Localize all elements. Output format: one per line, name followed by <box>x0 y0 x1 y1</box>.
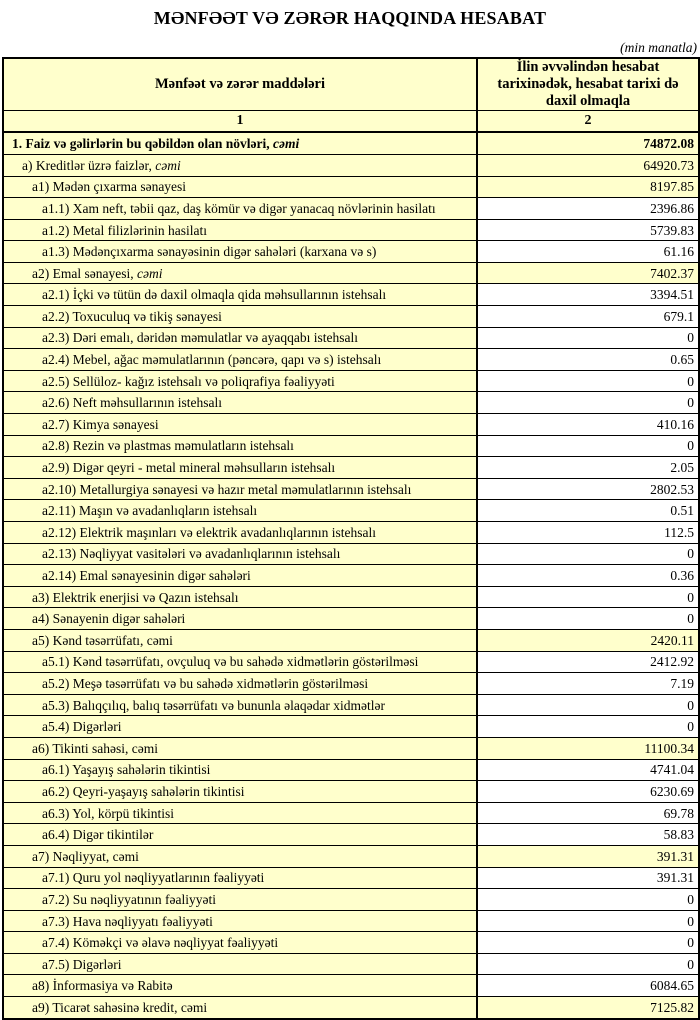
row-value: 0 <box>477 889 699 911</box>
table-row <box>3 500 699 522</box>
table-row <box>3 522 699 544</box>
row-label <box>3 953 477 975</box>
row-value: 0.36 <box>477 565 699 587</box>
table-row <box>3 241 699 263</box>
row-label-text: a6.2) Qeyri-yaşayış sahələrin tikintisi <box>42 783 245 799</box>
row-value: 5739.83 <box>477 219 699 241</box>
row-label <box>3 781 477 803</box>
row-label-text: a1.3) Mədənçıxarma sənayəsinin digər sahələri (karxana və s) <box>42 244 377 260</box>
row-label-italic-suffix: cəmi <box>273 136 300 152</box>
row-label-text: a2.13) Nəqliyyat vasitələri və avadanlıqlarının istehsalı <box>42 546 341 562</box>
row-value: 410.16 <box>477 414 699 436</box>
row-label <box>3 867 477 889</box>
row-value: 7125.82 <box>477 997 699 1019</box>
row-label <box>3 262 477 284</box>
row-label-text: a1.1) Xam neft, təbii qaz, daş kömür və digər yanacaq növlərinin hasilatı <box>42 200 436 216</box>
row-value: 0 <box>477 586 699 608</box>
row-label <box>3 219 477 241</box>
row-label-text: a2.12) Elektrik maşınları və elektrik avadanlıqlarının istehsalı <box>42 524 377 540</box>
table-body <box>3 132 699 1018</box>
row-value: 0 <box>477 543 699 565</box>
row-value: 391.31 <box>477 845 699 867</box>
row-label-text: a5.3) Balıqçılıq, balıq təsərrüfatı və bununla əlaqədar xidmətlər <box>42 697 385 713</box>
row-value: 6230.69 <box>477 781 699 803</box>
row-label <box>3 845 477 867</box>
table-row <box>3 889 699 911</box>
row-label-text: a2.9) Digər qeyri - metal mineral məhsulların istehsalı <box>42 460 336 476</box>
table-row <box>3 845 699 867</box>
row-label-text: a2.3) Dəri emalı, dəridən məmulatlar və ayaqqabı istehsalı <box>42 330 359 346</box>
row-label <box>3 414 477 436</box>
table-row <box>3 284 699 306</box>
row-value: 2420.11 <box>477 629 699 651</box>
row-value: 0 <box>477 608 699 630</box>
table-row <box>3 198 699 220</box>
row-value: 0 <box>477 716 699 738</box>
row-label-text: a2.5) Sellüloz- kağız istehsalı və poliqrafiya fəaliyyəti <box>42 373 335 389</box>
row-label <box>3 241 477 263</box>
row-label-text: a2.14) Emal sənayesinin digər sahələri <box>42 568 251 583</box>
table-row <box>3 824 699 846</box>
table-row <box>3 370 699 392</box>
row-value: 679.1 <box>477 306 699 328</box>
table-row <box>3 867 699 889</box>
row-label-text: a2.6) Neft məhsullarının istehsalı <box>42 395 222 411</box>
row-value: 0.51 <box>477 500 699 522</box>
row-value: 2802.53 <box>477 478 699 500</box>
row-label-text: a2.11) Maşın və avadanlıqların istehsalı <box>42 503 258 519</box>
row-label-text: a1.2) Metal filizlərinin hasilatı <box>42 222 207 238</box>
row-label-text: a) Kreditlər üzrə faizlər, <box>22 157 156 173</box>
row-value: 6084.65 <box>477 975 699 997</box>
row-label-text: a7) Nəqliyyat, cəmi <box>32 848 139 864</box>
table-row <box>3 543 699 565</box>
row-label <box>3 889 477 911</box>
table-row <box>3 586 699 608</box>
table-row <box>3 716 699 738</box>
row-label <box>3 586 477 608</box>
table-row <box>3 565 699 587</box>
row-label-text: a7.1) Quru yol nəqliyyatlarının fəaliyyəti <box>42 870 265 886</box>
table-row <box>3 781 699 803</box>
row-label-text: a7.5) Digərləri <box>42 956 122 972</box>
table-row <box>3 910 699 932</box>
table-row <box>3 673 699 695</box>
column-number-2: 2 <box>477 111 699 133</box>
row-value: 2412.92 <box>477 651 699 673</box>
row-label-text: a8) İnformasiya və Rabitə <box>32 978 173 994</box>
table-row <box>3 651 699 673</box>
table-row <box>3 608 699 630</box>
row-value: 4741.04 <box>477 759 699 781</box>
row-value: 64920.73 <box>477 154 699 176</box>
row-value: 0 <box>477 694 699 716</box>
row-label-text: a7.2) Su nəqliyyatının fəaliyyəti <box>42 891 216 907</box>
row-label <box>3 673 477 695</box>
row-label-text: a5.1) Kənd təsərrüfatı, ovçuluq və bu sahədə xidmətlərin göstərilməsi <box>42 654 419 670</box>
column-number-row <box>3 111 699 133</box>
row-label <box>3 370 477 392</box>
row-value: 58.83 <box>477 824 699 846</box>
row-value: 3394.51 <box>477 284 699 306</box>
row-label-text: a6.3) Yol, körpü tikintisi <box>42 805 175 821</box>
row-label-text: a7.4) Köməkçi və əlavə nəqliyyat fəaliyyəti <box>42 935 279 951</box>
row-label-text: a6.4) Digər tikintilər <box>42 827 154 843</box>
row-label-text: a5.4) Digərləri <box>42 719 122 735</box>
table-row <box>3 932 699 954</box>
row-value: 391.31 <box>477 867 699 889</box>
row-label <box>3 284 477 306</box>
row-label-text: a4) Sənayenin digər sahələri <box>32 611 186 627</box>
table-row <box>3 219 699 241</box>
row-label-text: a2.7) Kimya sənayesi <box>42 416 159 432</box>
row-label <box>3 500 477 522</box>
row-value: 112.5 <box>477 522 699 544</box>
row-label <box>3 198 477 220</box>
row-label <box>3 608 477 630</box>
row-label <box>3 176 477 198</box>
row-value: 7.19 <box>477 673 699 695</box>
row-label-text: a3) Elektrik enerjisi və Qazın istehsalı <box>32 589 239 605</box>
page-title: MƏNFƏƏT VƏ ZƏRƏR HAQQINDA HESABAT <box>153 8 547 28</box>
table-row <box>3 802 699 824</box>
row-value: 0 <box>477 953 699 975</box>
row-label-text: a2.1) İçki və tütün də daxil olmaqla qida məhsullarının istehsalı <box>42 287 387 303</box>
row-value: 74872.08 <box>477 132 699 154</box>
row-label <box>3 349 477 371</box>
row-label <box>3 737 477 759</box>
table-row <box>3 975 699 997</box>
row-value: 69.78 <box>477 802 699 824</box>
table-row <box>3 629 699 651</box>
row-label-text: a9) Ticarət sahəsinə kredit, cəmi <box>32 999 208 1015</box>
row-label-text: a2) Emal sənayesi, <box>32 265 137 281</box>
table-row <box>3 392 699 414</box>
row-value: 0 <box>477 910 699 932</box>
row-label <box>3 910 477 932</box>
row-label-text: a5) Kənd təsərrüfatı, cəmi <box>32 632 173 648</box>
row-label <box>3 932 477 954</box>
header-row <box>3 58 699 111</box>
row-value: 0.65 <box>477 349 699 371</box>
row-label-text: a2.4) Mebel, ağac məmulatlarının (pəncərə, qapı və s) istehsalı <box>42 352 382 368</box>
profit-loss-table <box>2 57 700 1020</box>
row-label <box>3 629 477 651</box>
table-row <box>3 327 699 349</box>
table-row <box>3 414 699 436</box>
column-header-period: İlin əvvəlindən hesabat tarixinədək, hesabat tarixi də daxil olmaqla <box>477 58 699 111</box>
table-row <box>3 694 699 716</box>
table-row <box>3 306 699 328</box>
row-label <box>3 132 477 154</box>
row-label-text: a6.1) Yaşayış sahələrin tikintisi <box>42 762 211 778</box>
row-label-text: 1. Faiz və gəlirlərin bu qəbildən olan növləri, <box>12 136 273 152</box>
column-number-1: 1 <box>3 111 477 133</box>
row-label <box>3 694 477 716</box>
row-label <box>3 759 477 781</box>
row-label <box>3 306 477 328</box>
row-label <box>3 154 477 176</box>
table-row <box>3 737 699 759</box>
table-row <box>3 953 699 975</box>
row-value: 0 <box>477 327 699 349</box>
row-value: 61.16 <box>477 241 699 263</box>
table-row <box>3 478 699 500</box>
row-label <box>3 435 477 457</box>
row-label <box>3 802 477 824</box>
table-row <box>3 132 699 154</box>
row-label <box>3 327 477 349</box>
row-label-text: a1) Mədən çıxarma sənayesi <box>32 179 187 195</box>
row-label <box>3 975 477 997</box>
table-row <box>3 435 699 457</box>
row-value: 0 <box>477 435 699 457</box>
row-label <box>3 457 477 479</box>
row-label <box>3 478 477 500</box>
table-row <box>3 997 699 1019</box>
row-value: 8197.85 <box>477 176 699 198</box>
table-row <box>3 176 699 198</box>
table-row <box>3 457 699 479</box>
table-row <box>3 262 699 284</box>
row-label-italic-suffix: cəmi <box>136 265 163 281</box>
row-label-italic-suffix: cəmi <box>155 157 181 173</box>
row-value: 0 <box>477 370 699 392</box>
row-label-text: a2.8) Rezin və plastmas məmulatların istehsalı <box>42 438 294 454</box>
table-row <box>3 154 699 176</box>
row-label <box>3 543 477 565</box>
row-value: 0 <box>477 392 699 414</box>
row-label <box>3 997 477 1019</box>
row-label-text: a6) Tikinti sahəsi, cəmi <box>32 740 158 756</box>
report-page <box>0 8 700 1020</box>
row-label <box>3 716 477 738</box>
row-value: 2.05 <box>477 457 699 479</box>
row-label <box>3 392 477 414</box>
row-value: 7402.37 <box>477 262 699 284</box>
table-row <box>3 349 699 371</box>
column-header-items: Mənfəət və zərər maddələri <box>3 58 477 111</box>
row-label <box>3 824 477 846</box>
unit-note: (min manatla) <box>620 40 697 55</box>
row-label-text: a7.3) Hava nəqliyyatı fəaliyyəti <box>42 913 213 929</box>
row-value: 0 <box>477 932 699 954</box>
row-label <box>3 522 477 544</box>
row-value: 2396.86 <box>477 198 699 220</box>
row-label-text: a2.10) Metallurgiya sənayesi və hazır metal məmulatlarının istehsalı <box>42 481 412 497</box>
row-value: 11100.34 <box>477 737 699 759</box>
row-label-text: a2.2) Toxuculuq və tikiş sənayesi <box>42 308 222 324</box>
row-label-text: a5.2) Meşə təsərrüfatı və bu sahədə xidmətlərin göstərilməsi <box>42 675 369 691</box>
row-label <box>3 651 477 673</box>
table-row <box>3 759 699 781</box>
row-label <box>3 565 477 587</box>
